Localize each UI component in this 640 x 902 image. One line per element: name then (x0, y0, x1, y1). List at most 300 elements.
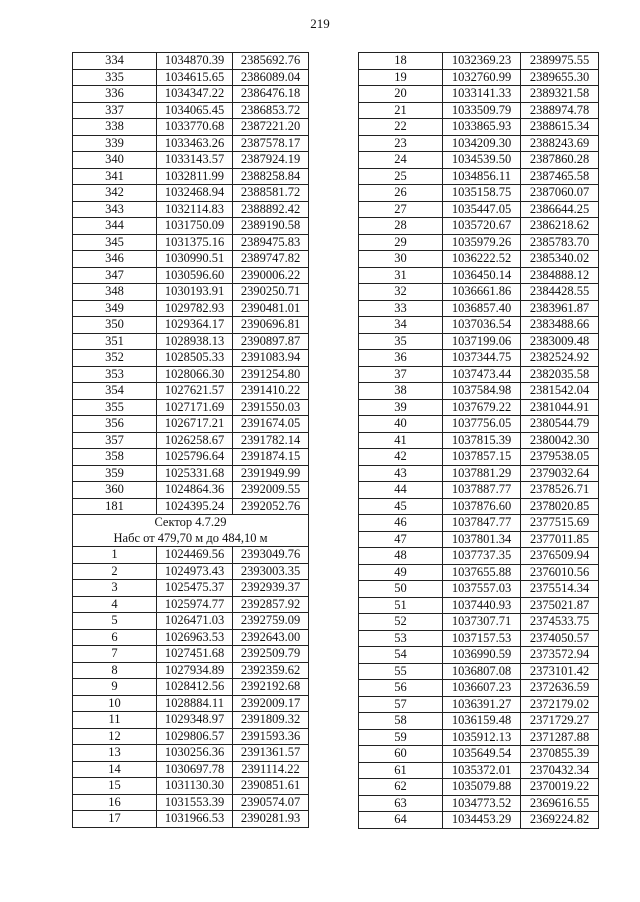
point-number: 44 (359, 482, 443, 499)
point-number: 32 (359, 284, 443, 301)
point-number: 19 (359, 69, 443, 86)
y-coordinate: 2392192.68 (233, 679, 309, 696)
x-coordinate: 1030193.91 (157, 284, 233, 301)
point-number: 26 (359, 185, 443, 202)
point-number: 58 (359, 713, 443, 730)
x-coordinate: 1037157.53 (443, 630, 521, 647)
table-row (73, 218, 309, 235)
table-row (359, 746, 599, 763)
table-row (73, 449, 309, 466)
point-number: 22 (359, 119, 443, 136)
point-number: 13 (73, 745, 157, 762)
x-coordinate: 1024864.36 (157, 482, 233, 499)
table-row (73, 778, 309, 795)
x-coordinate: 1036807.08 (443, 663, 521, 680)
point-number: 359 (73, 465, 157, 482)
y-coordinate: 2392009.17 (233, 695, 309, 712)
y-coordinate: 2381044.91 (521, 399, 599, 416)
point-number: 4 (73, 596, 157, 613)
y-coordinate: 2385692.76 (233, 53, 309, 70)
table-row (359, 102, 599, 119)
point-number: 47 (359, 531, 443, 548)
table-row (359, 366, 599, 383)
x-coordinate: 1037737.35 (443, 548, 521, 565)
point-number: 30 (359, 251, 443, 268)
table-row (73, 86, 309, 103)
x-coordinate: 1035158.75 (443, 185, 521, 202)
table-row (73, 482, 309, 499)
table-row (73, 152, 309, 169)
x-coordinate: 1037876.60 (443, 498, 521, 515)
x-coordinate: 1033143.57 (157, 152, 233, 169)
y-coordinate: 2392857.92 (233, 596, 309, 613)
y-coordinate: 2380042.30 (521, 432, 599, 449)
y-coordinate: 2391361.57 (233, 745, 309, 762)
x-coordinate: 1034209.30 (443, 135, 521, 152)
y-coordinate: 2390696.81 (233, 317, 309, 334)
x-coordinate: 1037679.22 (443, 399, 521, 416)
table-row (73, 794, 309, 811)
table-row (359, 201, 599, 218)
y-coordinate: 2385783.70 (521, 234, 599, 251)
y-coordinate: 2387221.20 (233, 119, 309, 136)
y-coordinate: 2382524.92 (521, 350, 599, 367)
table-row (73, 119, 309, 136)
y-coordinate: 2383961.87 (521, 300, 599, 317)
table-row (73, 102, 309, 119)
point-number: 46 (359, 515, 443, 532)
y-coordinate: 2388243.69 (521, 135, 599, 152)
y-coordinate: 2390250.71 (233, 284, 309, 301)
y-coordinate: 2390897.87 (233, 333, 309, 350)
y-coordinate: 2388258.84 (233, 168, 309, 185)
point-number: 7 (73, 646, 157, 663)
x-coordinate: 1026963.53 (157, 629, 233, 646)
table-row (359, 449, 599, 466)
y-coordinate: 2371287.88 (521, 729, 599, 746)
y-coordinate: 2386218.62 (521, 218, 599, 235)
x-coordinate: 1036857.40 (443, 300, 521, 317)
y-coordinate: 2391114.22 (233, 761, 309, 778)
sector-title: Сектор 4.7.29 (154, 515, 227, 529)
y-coordinate: 2383009.48 (521, 333, 599, 350)
table-row (359, 564, 599, 581)
x-coordinate: 1024395.24 (157, 498, 233, 515)
x-coordinate: 1031750.09 (157, 218, 233, 235)
table-row (359, 680, 599, 697)
table-row (359, 69, 599, 86)
point-number: 45 (359, 498, 443, 515)
y-coordinate: 2378526.71 (521, 482, 599, 499)
x-coordinate: 1037857.15 (443, 449, 521, 466)
table-row (359, 465, 599, 482)
point-number: 352 (73, 350, 157, 367)
point-number: 2 (73, 563, 157, 580)
point-number: 25 (359, 168, 443, 185)
x-coordinate: 1024973.43 (157, 563, 233, 580)
table-row (73, 728, 309, 745)
x-coordinate: 1025974.77 (157, 596, 233, 613)
point-number: 23 (359, 135, 443, 152)
y-coordinate: 2378020.85 (521, 498, 599, 515)
table-row (359, 152, 599, 169)
y-coordinate: 2369224.82 (521, 812, 599, 829)
table-row (359, 647, 599, 664)
x-coordinate: 1035447.05 (443, 201, 521, 218)
point-number: 348 (73, 284, 157, 301)
point-number: 50 (359, 581, 443, 598)
table-row (359, 416, 599, 433)
point-number: 6 (73, 629, 157, 646)
x-coordinate: 1029348.97 (157, 712, 233, 729)
table-row (73, 333, 309, 350)
x-coordinate: 1026471.03 (157, 613, 233, 630)
point-number: 349 (73, 300, 157, 317)
sector-header-row (73, 515, 309, 547)
y-coordinate: 2392009.55 (233, 482, 309, 499)
table-row (359, 218, 599, 235)
x-coordinate: 1029806.57 (157, 728, 233, 745)
y-coordinate: 2391410.22 (233, 383, 309, 400)
point-number: 340 (73, 152, 157, 169)
point-number: 3 (73, 580, 157, 597)
x-coordinate: 1037557.03 (443, 581, 521, 598)
table-row (73, 432, 309, 449)
table-row (359, 333, 599, 350)
table-row (359, 581, 599, 598)
y-coordinate: 2392643.00 (233, 629, 309, 646)
y-coordinate: 2389475.83 (233, 234, 309, 251)
table-row (73, 761, 309, 778)
x-coordinate: 1029364.17 (157, 317, 233, 334)
table-row (73, 547, 309, 564)
y-coordinate: 2374533.75 (521, 614, 599, 631)
point-number: 5 (73, 613, 157, 630)
x-coordinate: 1027934.89 (157, 662, 233, 679)
table-row (359, 548, 599, 565)
point-number: 33 (359, 300, 443, 317)
x-coordinate: 1035979.26 (443, 234, 521, 251)
x-coordinate: 1025796.64 (157, 449, 233, 466)
point-number: 35 (359, 333, 443, 350)
point-number: 56 (359, 680, 443, 697)
y-coordinate: 2392359.62 (233, 662, 309, 679)
table-row (359, 185, 599, 202)
y-coordinate: 2384428.55 (521, 284, 599, 301)
x-coordinate: 1037815.39 (443, 432, 521, 449)
y-coordinate: 2387578.17 (233, 135, 309, 152)
coordinates-table-left (72, 52, 309, 828)
x-coordinate: 1026717.21 (157, 416, 233, 433)
point-number: 62 (359, 779, 443, 796)
table-row (359, 515, 599, 532)
y-coordinate: 2369616.55 (521, 795, 599, 812)
y-coordinate: 2376509.94 (521, 548, 599, 565)
table-row (73, 350, 309, 367)
x-coordinate: 1034773.52 (443, 795, 521, 812)
x-coordinate: 1037655.88 (443, 564, 521, 581)
y-coordinate: 2392759.09 (233, 613, 309, 630)
x-coordinate: 1033865.93 (443, 119, 521, 136)
x-coordinate: 1032760.99 (443, 69, 521, 86)
table-row (73, 646, 309, 663)
x-coordinate: 1028066.30 (157, 366, 233, 383)
table-row (359, 762, 599, 779)
table-row (73, 695, 309, 712)
table-row (359, 779, 599, 796)
point-number: 29 (359, 234, 443, 251)
point-number: 28 (359, 218, 443, 235)
point-number: 354 (73, 383, 157, 400)
y-coordinate: 2388581.72 (233, 185, 309, 202)
x-coordinate: 1033463.26 (157, 135, 233, 152)
x-coordinate: 1032468.94 (157, 185, 233, 202)
y-coordinate: 2382035.58 (521, 366, 599, 383)
y-coordinate: 2380544.79 (521, 416, 599, 433)
x-coordinate: 1030697.78 (157, 761, 233, 778)
point-number: 347 (73, 267, 157, 284)
y-coordinate: 2386089.04 (233, 69, 309, 86)
point-number: 344 (73, 218, 157, 235)
x-coordinate: 1031553.39 (157, 794, 233, 811)
table-row (359, 597, 599, 614)
point-number: 336 (73, 86, 157, 103)
table-row (359, 119, 599, 136)
point-number: 61 (359, 762, 443, 779)
table-row (73, 712, 309, 729)
table-row (359, 284, 599, 301)
point-number: 42 (359, 449, 443, 466)
x-coordinate: 1031375.16 (157, 234, 233, 251)
table-row (73, 580, 309, 597)
y-coordinate: 2373572.94 (521, 647, 599, 664)
x-coordinate: 1024469.56 (157, 547, 233, 564)
y-coordinate: 2391550.03 (233, 399, 309, 416)
table-row (73, 811, 309, 828)
x-coordinate: 1035372.01 (443, 762, 521, 779)
table-row (359, 350, 599, 367)
point-number: 57 (359, 696, 443, 713)
point-number: 59 (359, 729, 443, 746)
table-row (73, 366, 309, 383)
x-coordinate: 1034615.65 (157, 69, 233, 86)
y-coordinate: 2371729.27 (521, 713, 599, 730)
point-number: 18 (359, 53, 443, 70)
point-number: 31 (359, 267, 443, 284)
x-coordinate: 1031130.30 (157, 778, 233, 795)
x-coordinate: 1034453.29 (443, 812, 521, 829)
table-row (359, 383, 599, 400)
point-number: 360 (73, 482, 157, 499)
y-coordinate: 2392509.79 (233, 646, 309, 663)
y-coordinate: 2393003.35 (233, 563, 309, 580)
x-coordinate: 1037440.93 (443, 597, 521, 614)
y-coordinate: 2373101.42 (521, 663, 599, 680)
y-coordinate: 2370019.22 (521, 779, 599, 796)
table-row (359, 251, 599, 268)
point-number: 21 (359, 102, 443, 119)
x-coordinate: 1026258.67 (157, 432, 233, 449)
sector-header (73, 515, 309, 547)
point-number: 38 (359, 383, 443, 400)
y-coordinate: 2391782.14 (233, 432, 309, 449)
y-coordinate: 2388974.78 (521, 102, 599, 119)
y-coordinate: 2387060.07 (521, 185, 599, 202)
x-coordinate: 1037847.77 (443, 515, 521, 532)
x-coordinate: 1037584.98 (443, 383, 521, 400)
table-row (73, 498, 309, 515)
y-coordinate: 2388892.42 (233, 201, 309, 218)
y-coordinate: 2379032.64 (521, 465, 599, 482)
y-coordinate: 2379538.05 (521, 449, 599, 466)
table-row (73, 168, 309, 185)
y-coordinate: 2372636.59 (521, 680, 599, 697)
table-row (73, 300, 309, 317)
point-number: 337 (73, 102, 157, 119)
point-number: 51 (359, 597, 443, 614)
table-row (73, 135, 309, 152)
y-coordinate: 2386644.25 (521, 201, 599, 218)
table-row (73, 613, 309, 630)
table-row (359, 267, 599, 284)
y-coordinate: 2374050.57 (521, 630, 599, 647)
y-coordinate: 2392939.37 (233, 580, 309, 597)
y-coordinate: 2387860.28 (521, 152, 599, 169)
x-coordinate: 1028505.33 (157, 350, 233, 367)
y-coordinate: 2389321.58 (521, 86, 599, 103)
point-number: 52 (359, 614, 443, 631)
x-coordinate: 1034539.50 (443, 152, 521, 169)
table-row (73, 234, 309, 251)
y-coordinate: 2391083.94 (233, 350, 309, 367)
y-coordinate: 2391949.99 (233, 465, 309, 482)
y-coordinate: 2384888.12 (521, 267, 599, 284)
point-number: 9 (73, 679, 157, 696)
table-row (73, 399, 309, 416)
y-coordinate: 2381542.04 (521, 383, 599, 400)
table-row (73, 317, 309, 334)
x-coordinate: 1029782.93 (157, 300, 233, 317)
y-coordinate: 2390851.61 (233, 778, 309, 795)
point-number: 181 (73, 498, 157, 515)
y-coordinate: 2390481.01 (233, 300, 309, 317)
x-coordinate: 1036222.52 (443, 251, 521, 268)
table-row (359, 300, 599, 317)
y-coordinate: 2389975.55 (521, 53, 599, 70)
x-coordinate: 1032114.83 (157, 201, 233, 218)
x-coordinate: 1036159.48 (443, 713, 521, 730)
table-row (359, 812, 599, 829)
y-coordinate: 2386476.18 (233, 86, 309, 103)
x-coordinate: 1037473.44 (443, 366, 521, 383)
y-coordinate: 2391593.36 (233, 728, 309, 745)
point-number: 341 (73, 168, 157, 185)
point-number: 63 (359, 795, 443, 812)
table-row (73, 69, 309, 86)
x-coordinate: 1035912.13 (443, 729, 521, 746)
point-number: 27 (359, 201, 443, 218)
point-number: 8 (73, 662, 157, 679)
table-row (73, 563, 309, 580)
table-row (359, 317, 599, 334)
table-row (73, 629, 309, 646)
point-number: 351 (73, 333, 157, 350)
y-coordinate: 2375021.87 (521, 597, 599, 614)
point-number: 10 (73, 695, 157, 712)
x-coordinate: 1037881.29 (443, 465, 521, 482)
table-row (359, 630, 599, 647)
y-coordinate: 2391874.15 (233, 449, 309, 466)
table-row (359, 663, 599, 680)
x-coordinate: 1034065.45 (157, 102, 233, 119)
point-number: 358 (73, 449, 157, 466)
table-row (73, 53, 309, 70)
x-coordinate: 1030990.51 (157, 251, 233, 268)
y-coordinate: 2376010.56 (521, 564, 599, 581)
point-number: 335 (73, 69, 157, 86)
table-row (359, 234, 599, 251)
table-row (359, 729, 599, 746)
y-coordinate: 2375514.34 (521, 581, 599, 598)
x-coordinate: 1037344.75 (443, 350, 521, 367)
x-coordinate: 1036450.14 (443, 267, 521, 284)
point-number: 353 (73, 366, 157, 383)
x-coordinate: 1031966.53 (157, 811, 233, 828)
point-number: 48 (359, 548, 443, 565)
point-number: 60 (359, 746, 443, 763)
table-row (359, 713, 599, 730)
point-number: 14 (73, 761, 157, 778)
y-coordinate: 2390006.22 (233, 267, 309, 284)
table-row (359, 531, 599, 548)
point-number: 342 (73, 185, 157, 202)
table-row (359, 696, 599, 713)
table-row (359, 432, 599, 449)
y-coordinate: 2389190.58 (233, 218, 309, 235)
point-number: 346 (73, 251, 157, 268)
table-row (73, 596, 309, 613)
y-coordinate: 2377011.85 (521, 531, 599, 548)
y-coordinate: 2390281.93 (233, 811, 309, 828)
y-coordinate: 2389655.30 (521, 69, 599, 86)
x-coordinate: 1032811.99 (157, 168, 233, 185)
table-row (73, 745, 309, 762)
sector-height-range: Набс от 479,70 м до 484,10 м (113, 530, 268, 545)
x-coordinate: 1036661.86 (443, 284, 521, 301)
x-coordinate: 1036607.23 (443, 680, 521, 697)
table-row (73, 465, 309, 482)
table-row (359, 498, 599, 515)
table-row (73, 251, 309, 268)
y-coordinate: 2392052.76 (233, 498, 309, 515)
point-number: 11 (73, 712, 157, 729)
point-number: 17 (73, 811, 157, 828)
table-row (73, 185, 309, 202)
point-number: 55 (359, 663, 443, 680)
x-coordinate: 1032369.23 (443, 53, 521, 70)
y-coordinate: 2385340.02 (521, 251, 599, 268)
x-coordinate: 1025331.68 (157, 465, 233, 482)
table-row (359, 795, 599, 812)
point-number: 64 (359, 812, 443, 829)
x-coordinate: 1033509.79 (443, 102, 521, 119)
x-coordinate: 1027451.68 (157, 646, 233, 663)
y-coordinate: 2388615.34 (521, 119, 599, 136)
table-row (73, 383, 309, 400)
point-number: 20 (359, 86, 443, 103)
x-coordinate: 1035649.54 (443, 746, 521, 763)
point-number: 345 (73, 234, 157, 251)
